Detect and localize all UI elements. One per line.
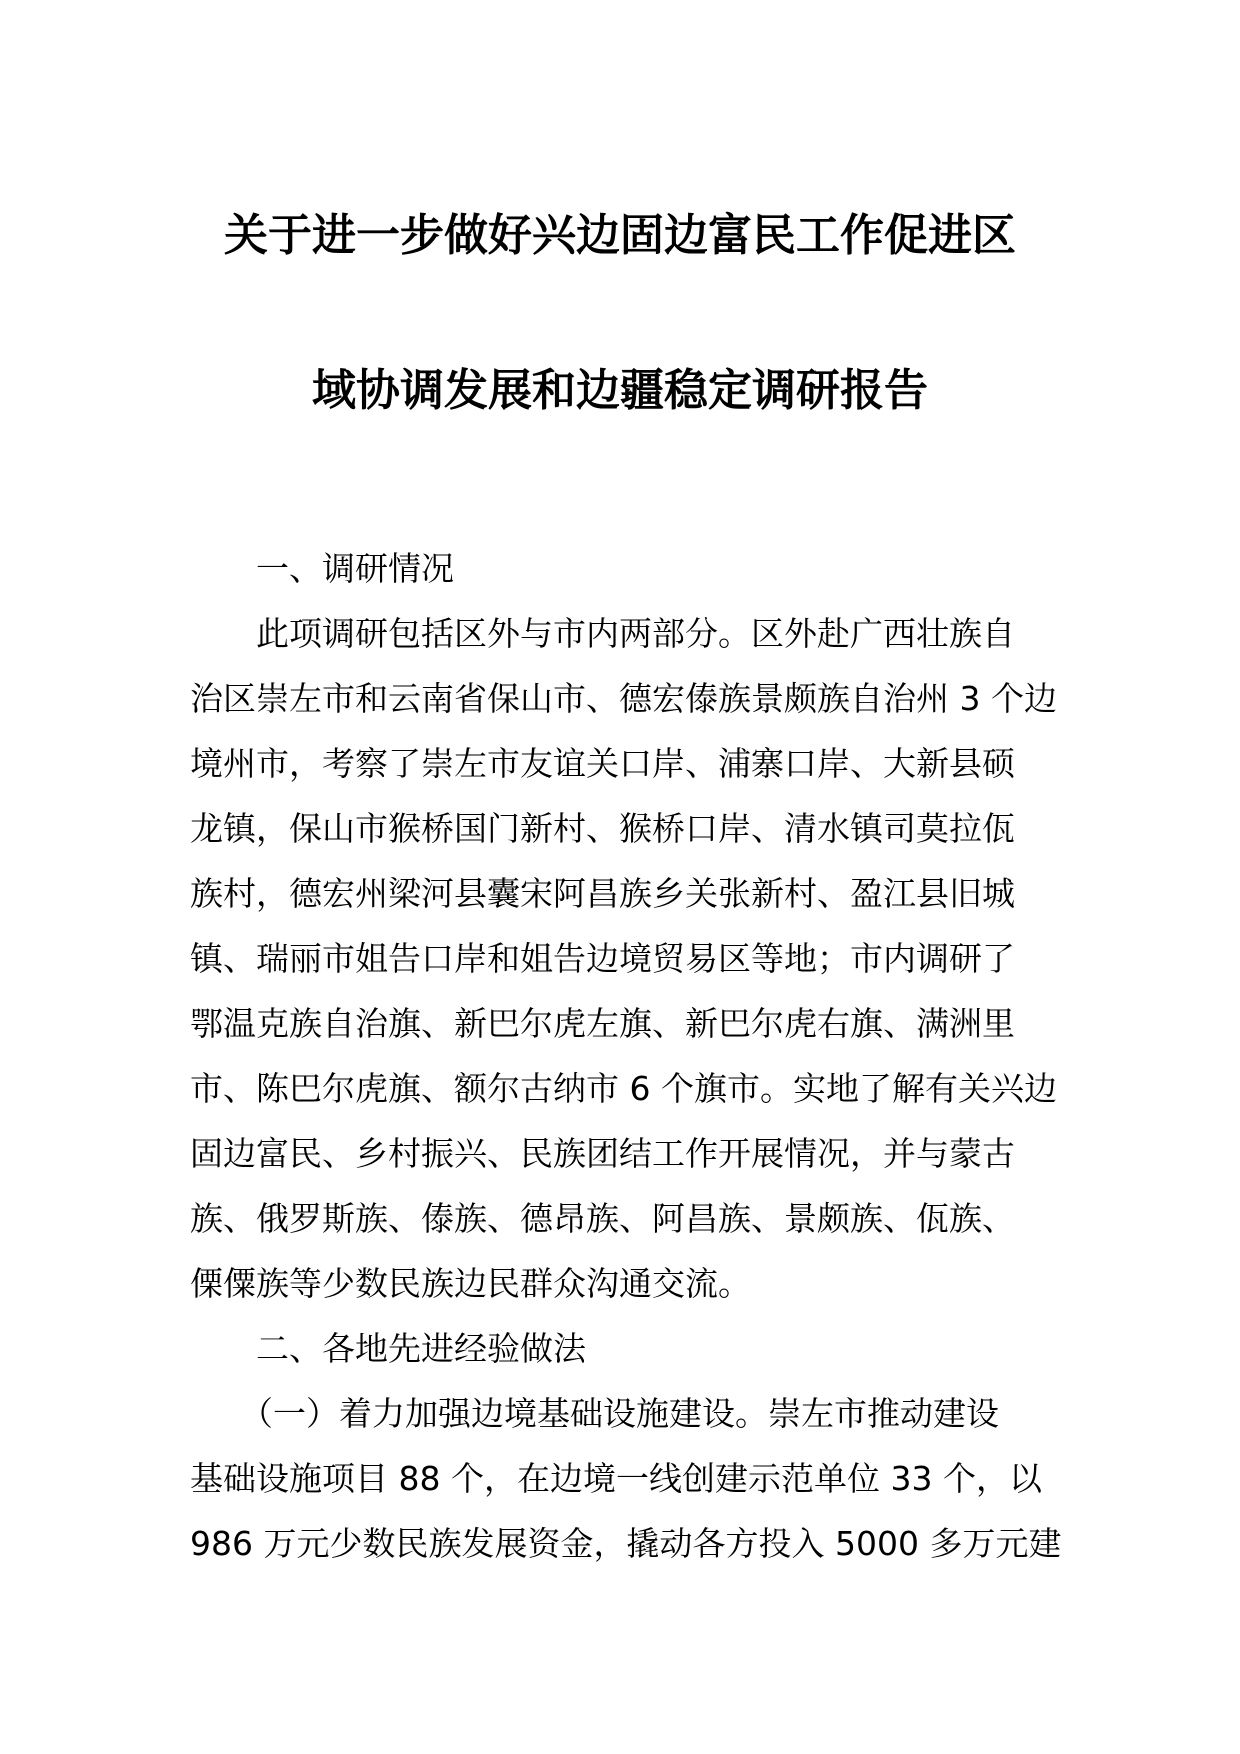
paragraph-line: 治区崇左市和云南省保山市、德宏傣族景颇族自治州 3 个边	[190, 679, 1057, 718]
paragraph-line: 基础设施项目 88 个，在边境一线创建示范单位 33 个，以	[190, 1459, 1042, 1498]
paragraph-line: 龙镇，保山市猴桥国门新村、猴桥口岸、清水镇司莫拉佤	[190, 809, 1015, 848]
document-title-line-2: 域协调发展和边疆稳定调研报告	[312, 365, 928, 416]
paragraph-line: 族、俄罗斯族、傣族、德昂族、阿昌族、景颇族、佤族、	[190, 1199, 1015, 1238]
document-title-line-1: 关于进一步做好兴边固边富民工作促进区	[224, 210, 1016, 261]
paragraph-line: 境州市，考察了崇左市友谊关口岸、浦寨口岸、大新县硕	[190, 744, 1015, 783]
paragraph-line: 鄂温克族自治旗、新巴尔虎左旗、新巴尔虎右旗、满洲里	[190, 1004, 1015, 1043]
paragraph-line: 族村，德宏州梁河县囊宋阿昌族乡关张新村、盈江县旧城	[190, 874, 1015, 913]
section-heading-2: 二、各地先进经验做法	[256, 1329, 586, 1368]
paragraph-line: 986 万元少数民族发展资金，撬动各方投入 5000 多万元建	[190, 1524, 1062, 1563]
section-heading-1: 一、调研情况	[256, 549, 454, 588]
paragraph-line: 傈僳族等少数民族边民群众沟通交流。	[190, 1264, 751, 1303]
subsection-line: （一）着力加强边境基础设施建设。崇左市推动建设	[240, 1394, 999, 1433]
paragraph-line: 市、陈巴尔虎旗、额尔古纳市 6 个旗市。实地了解有关兴边	[190, 1069, 1057, 1108]
paragraph-line: 镇、瑞丽市姐告口岸和姐告边境贸易区等地；市内调研了	[190, 939, 1015, 978]
paragraph-line: 此项调研包括区外与市内两部分。区外赴广西壮族自	[256, 614, 1015, 653]
paragraph-line: 固边富民、乡村振兴、民族团结工作开展情况，并与蒙古	[190, 1134, 1015, 1173]
